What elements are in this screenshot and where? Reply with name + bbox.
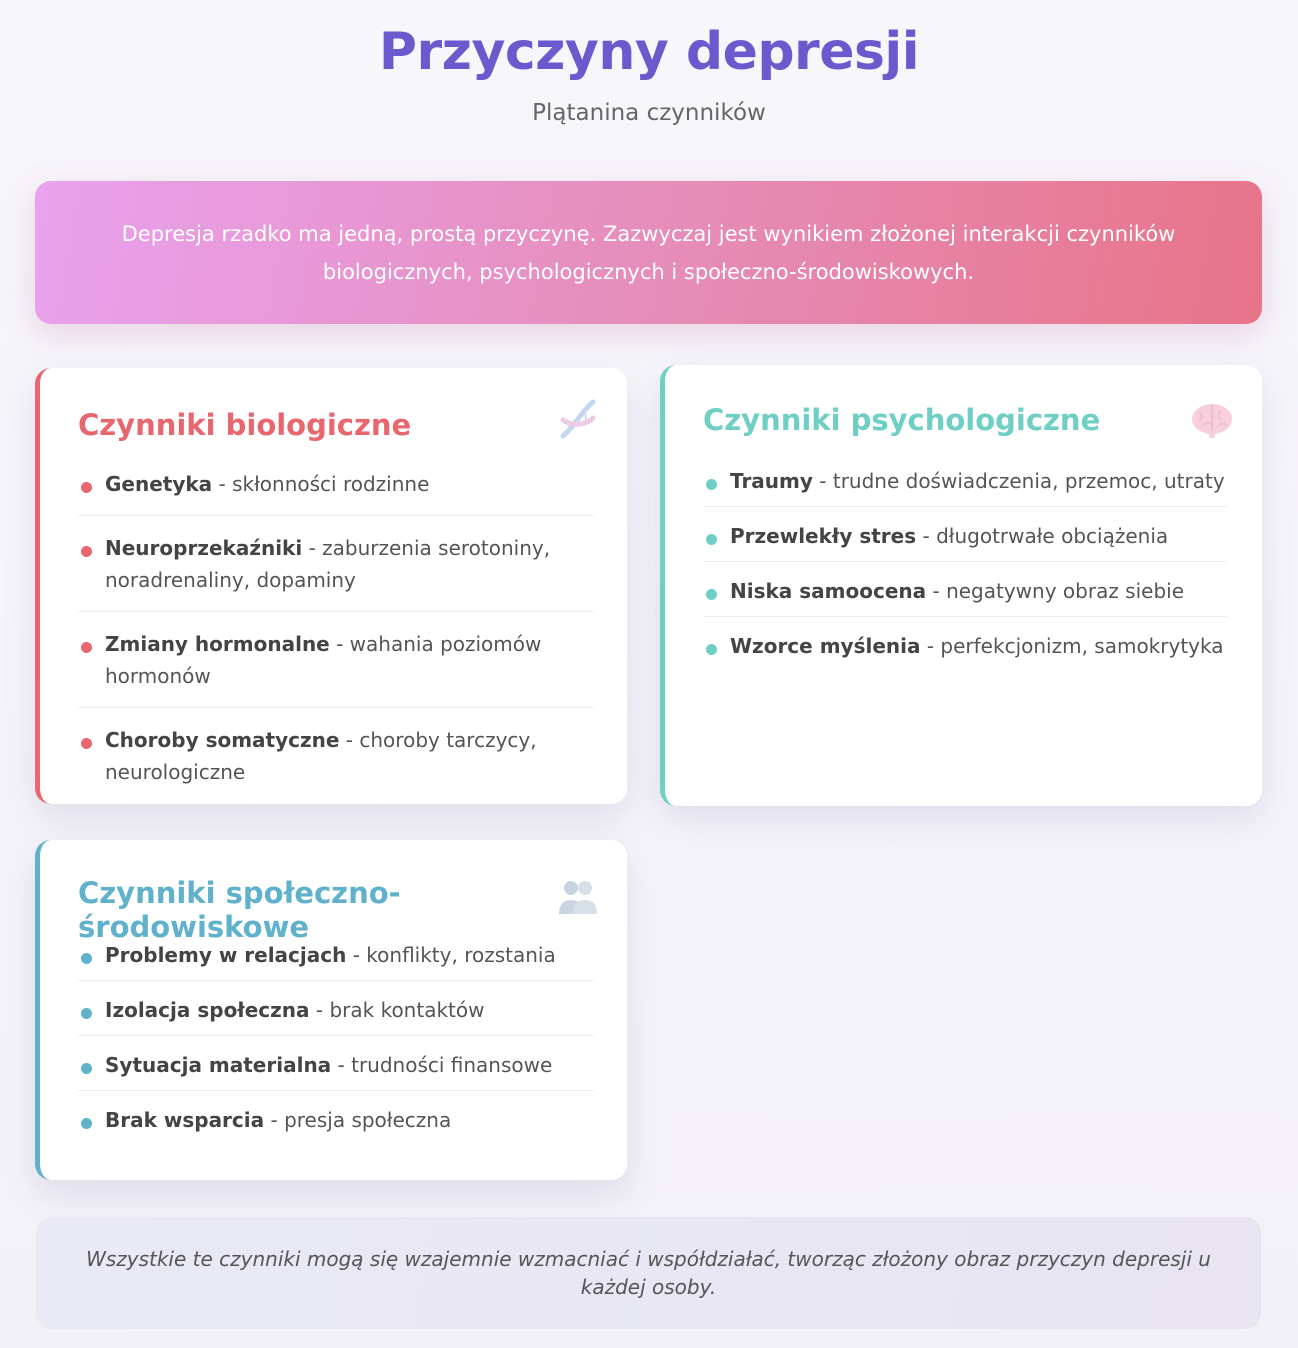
list-item: Zmiany hormonalne - wahania poziomów hormonów bbox=[78, 628, 594, 708]
factor-list bbox=[78, 939, 594, 1158]
list-item: Niska samoocena - negatywny obraz siebie bbox=[703, 575, 1227, 617]
card-title: Czynniki psychologiczne bbox=[703, 403, 1101, 437]
intro-banner bbox=[35, 181, 1262, 324]
bullet-dot bbox=[706, 589, 717, 600]
brain-icon bbox=[1189, 397, 1235, 443]
bullet-dot bbox=[81, 546, 92, 557]
list-item: Choroby somatyczne - choroby tarczycy, neurologiczne bbox=[78, 724, 594, 803]
bullet-dot bbox=[706, 479, 717, 490]
card-title: Czynniki biologiczne bbox=[78, 408, 412, 442]
bullet-dot bbox=[81, 642, 92, 653]
list-item: Sytuacja materialna - trudności finansowe bbox=[78, 1049, 594, 1091]
bullet-dot bbox=[81, 953, 92, 964]
summary-text: Wszystkie te czynniki mogą się wzajemnie wzmacniać i współdziałać, tworząc złożony obraz przyczyn depresji u każdej osoby. bbox=[86, 1247, 1211, 1299]
list-item: Izolacja społeczna - brak kontaktów bbox=[78, 994, 594, 1036]
dna-icon bbox=[555, 396, 601, 442]
list-item: Genetyka - skłonności rodzinne bbox=[78, 468, 594, 516]
bullet-dot bbox=[706, 644, 717, 655]
intro-text: Depresja rzadko ma jedną, prostą przyczynę. Zazwyczaj jest wynikiem złożonej interakcji czynników biologicznych, psychologicznych i społeczno-środowiskowych. bbox=[121, 221, 1176, 284]
bullet-dot bbox=[81, 1063, 92, 1074]
bullet-dot bbox=[81, 482, 92, 493]
card-psychological bbox=[660, 365, 1262, 806]
list-item: Wzorce myślenia - perfekcjonizm, samokrytyka bbox=[703, 630, 1227, 671]
page-subtitle: Plątanina czynników bbox=[532, 100, 766, 126]
summary-note bbox=[36, 1217, 1261, 1329]
people-icon bbox=[555, 872, 601, 918]
factor-list bbox=[703, 465, 1227, 684]
card-social bbox=[35, 840, 627, 1180]
bullet-dot bbox=[706, 534, 717, 545]
bullet-dot bbox=[81, 1118, 92, 1129]
list-item: Przewlekły stres - długotrwałe obciążenia bbox=[703, 520, 1227, 562]
bullet-dot bbox=[81, 1008, 92, 1019]
list-item: Traumy - trudne doświadczenia, przemoc, utraty bbox=[703, 465, 1227, 507]
list-item: Brak wsparcia - presja społeczna bbox=[78, 1104, 594, 1145]
page-title: Przyczyny depresji bbox=[378, 22, 920, 82]
list-item: Problemy w relacjach - konflikty, rozstania bbox=[78, 939, 594, 981]
card-biological bbox=[35, 368, 627, 804]
factor-list bbox=[78, 468, 594, 819]
list-item: Neuroprzekaźniki - zaburzenia serotoniny, noradrenaliny, dopaminy bbox=[78, 532, 594, 612]
card-title: Czynniki społeczno-środowiskowe bbox=[78, 876, 401, 944]
bullet-dot bbox=[81, 738, 92, 749]
